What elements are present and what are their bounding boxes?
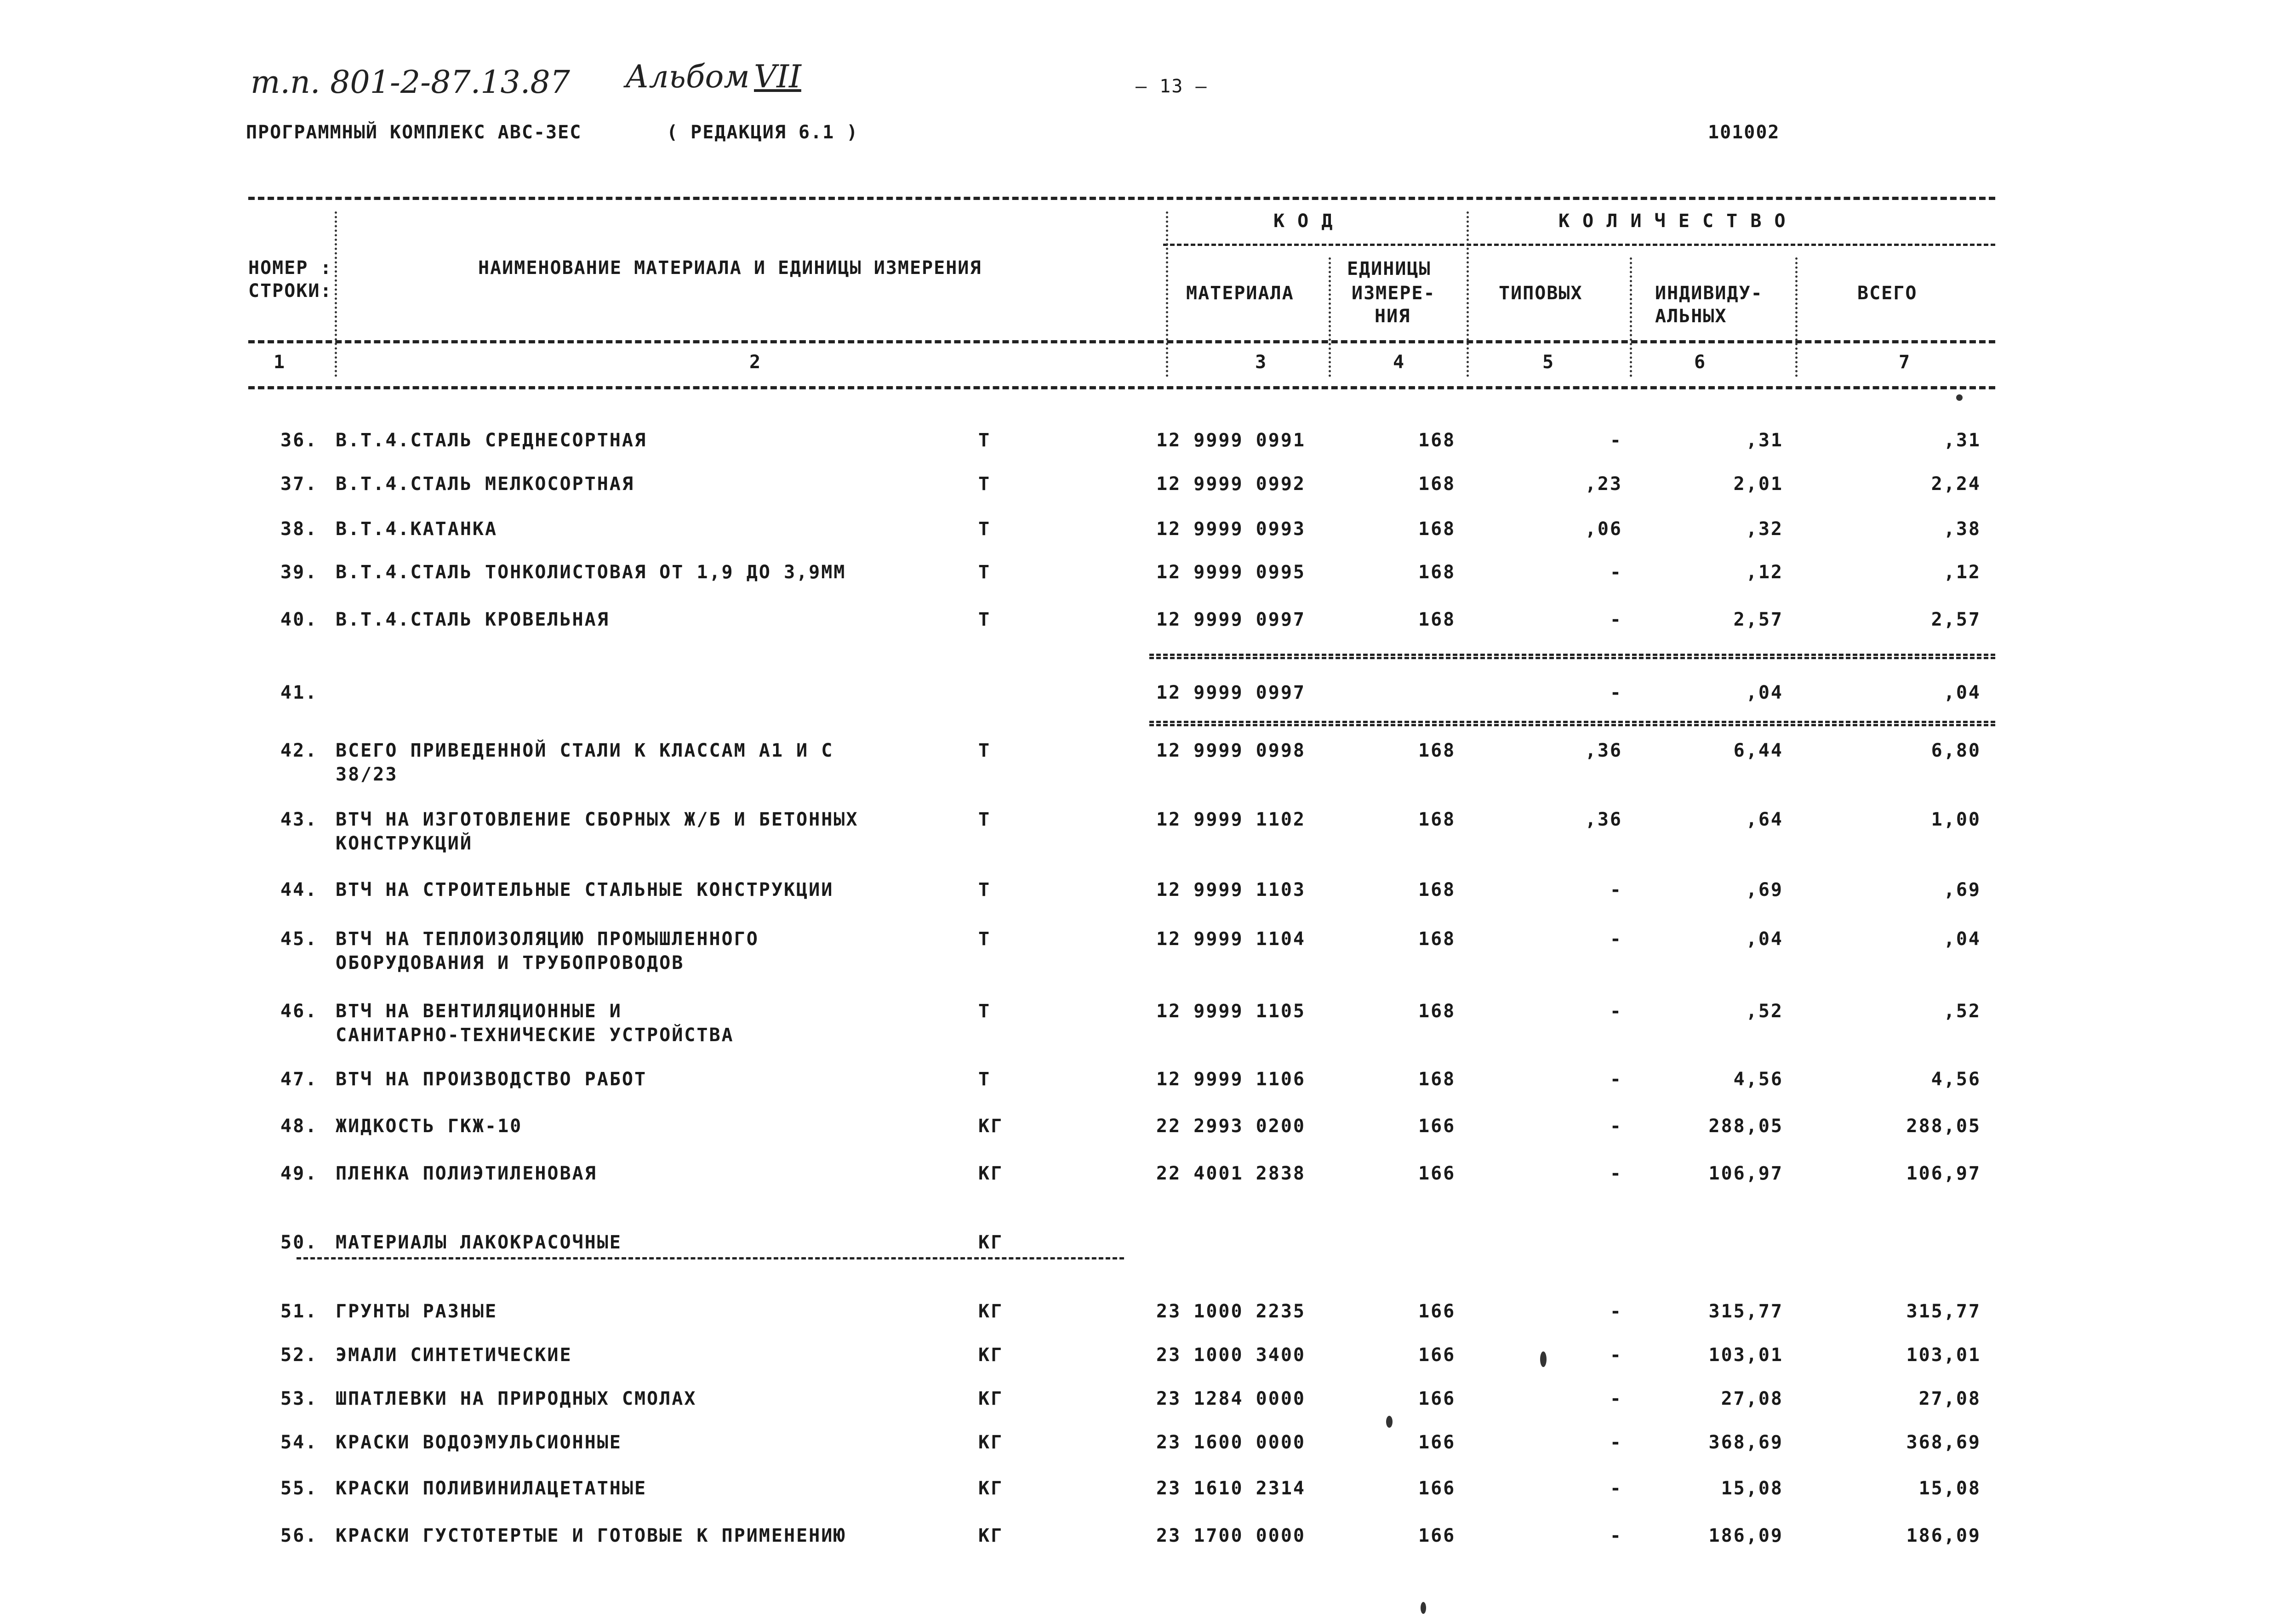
material-code: 12 9999 1105 xyxy=(1156,1001,1306,1022)
unit: Т xyxy=(978,473,991,495)
row-number: 53. xyxy=(280,1388,318,1409)
row-number: 54. xyxy=(280,1432,318,1453)
scan-speck xyxy=(1421,1602,1426,1614)
material-code: 22 4001 2838 xyxy=(1156,1163,1306,1184)
row-number: 46. xyxy=(280,1001,318,1022)
material-name: ВТЧ НА СТРОИТЕЛЬНЫЕ СТАЛЬНЫЕ КОНСТРУКЦИИ xyxy=(336,879,834,900)
individual-qty: ,31 xyxy=(1746,430,1783,451)
unit-code: 168 xyxy=(1418,740,1456,761)
header-material-code: МАТЕРИАЛА xyxy=(1186,283,1294,304)
total-qty: ,31 xyxy=(1943,430,1981,451)
unit-code: 168 xyxy=(1418,929,1456,950)
material-code: 12 9999 0995 xyxy=(1156,562,1306,583)
material-code: 23 1700 0000 xyxy=(1156,1525,1306,1546)
material-name: ВСЕГО ПРИВЕДЕННОЙ СТАЛИ К КЛАССАМ А1 И С xyxy=(336,740,834,761)
individual-qty: ,64 xyxy=(1746,809,1783,830)
row-number: 45. xyxy=(280,929,318,950)
header-mid-rule xyxy=(248,340,1995,343)
individual-qty: ,52 xyxy=(1746,1001,1783,1022)
row-number: 43. xyxy=(280,809,318,830)
material-name-cont: ОБОРУДОВАНИЯ И ТРУБОПРОВОДОВ xyxy=(336,952,685,974)
material-name: КРАСКИ ГУСТОТЕРТЫЕ И ГОТОВЫЕ К ПРИМЕНЕНИЮ xyxy=(336,1525,846,1546)
colnum-3: 3 xyxy=(1255,352,1267,373)
row-number: 56. xyxy=(280,1525,318,1546)
group-underline xyxy=(297,1257,1124,1259)
material-name: В.Т.4.СТАЛЬ ТОНКОЛИСТОВАЯ ОТ 1,9 ДО 3,9ММ xyxy=(336,562,846,583)
row-number: 48. xyxy=(280,1116,318,1137)
row-number: 41. xyxy=(280,682,318,703)
total-qty: 4,56 xyxy=(1931,1069,1981,1090)
typical-qty: - xyxy=(1610,609,1622,630)
material-code: 23 1610 2314 xyxy=(1156,1478,1306,1499)
total-qty: 15,08 xyxy=(1918,1478,1981,1499)
colnum-1: 1 xyxy=(274,352,286,373)
unit-code: 168 xyxy=(1418,430,1456,451)
individual-qty: 368,69 xyxy=(1708,1432,1783,1453)
material-code: 12 9999 1103 xyxy=(1156,879,1306,900)
total-qty: 27,08 xyxy=(1918,1388,1981,1409)
typical-qty: - xyxy=(1610,1001,1622,1022)
material-name: ВТЧ НА ИЗГОТОВЛЕНИЕ СБОРНЫХ Ж/Б И БЕТОННЫХ xyxy=(336,809,859,830)
header-group-rule xyxy=(1163,244,1995,246)
header-row-number-1: НОМЕР : xyxy=(248,257,332,279)
typical-qty: - xyxy=(1610,682,1622,703)
material-code: 12 9999 1104 xyxy=(1156,929,1306,950)
header-code-group: К О Д xyxy=(1273,211,1334,232)
individual-qty: ,04 xyxy=(1746,682,1783,703)
material-name: В.Т.4.КАТАНКА xyxy=(336,519,498,540)
unit: КГ xyxy=(978,1478,1004,1499)
material-name-cont: КОНСТРУКЦИЙ xyxy=(336,833,473,854)
total-qty: 1,00 xyxy=(1931,809,1981,830)
unit-code: 166 xyxy=(1418,1478,1456,1499)
row-number: 50. xyxy=(280,1232,318,1253)
material-code: 22 2993 0200 xyxy=(1156,1116,1306,1137)
unit-code: 166 xyxy=(1418,1301,1456,1322)
typical-qty: - xyxy=(1610,430,1622,451)
unit: Т xyxy=(978,430,991,451)
material-code: 23 1600 0000 xyxy=(1156,1432,1306,1453)
colnum-2: 2 xyxy=(749,352,762,373)
unit: КГ xyxy=(978,1232,1004,1253)
total-qty: ,04 xyxy=(1943,929,1981,950)
unit-code: 168 xyxy=(1418,809,1456,830)
row-number: 39. xyxy=(280,562,318,583)
total-qty: 186,09 xyxy=(1906,1525,1981,1546)
column-separator xyxy=(1166,211,1168,377)
material-code: 12 9999 0997 xyxy=(1156,609,1306,630)
row-number: 47. xyxy=(280,1069,318,1090)
material-name: ВТЧ НА ПРОИЗВОДСТВО РАБОТ xyxy=(336,1069,647,1090)
row-number: 51. xyxy=(280,1301,318,1322)
header-typical: ТИПОВЫХ xyxy=(1499,283,1583,304)
individual-qty: 103,01 xyxy=(1708,1345,1783,1366)
unit: КГ xyxy=(978,1116,1004,1137)
unit: Т xyxy=(978,1069,991,1090)
total-qty: ,69 xyxy=(1943,879,1981,900)
material-name: ВТЧ НА ВЕНТИЛЯЦИОННЫЕ И xyxy=(336,1001,622,1022)
colnum-4: 4 xyxy=(1393,352,1405,373)
individual-qty: 4,56 xyxy=(1733,1069,1783,1090)
unit: Т xyxy=(978,609,991,630)
unit-code: 166 xyxy=(1418,1525,1456,1546)
material-code: 12 9999 1106 xyxy=(1156,1069,1306,1090)
header-row-number-2: СТРОКИ: xyxy=(248,280,332,302)
typical-qty: - xyxy=(1610,1478,1622,1499)
unit-code: 166 xyxy=(1418,1116,1456,1137)
unit: Т xyxy=(978,929,991,950)
row-number: 40. xyxy=(280,609,318,630)
unit: Т xyxy=(978,809,991,830)
material-name-cont: САНИТАРНО-ТЕХНИЧЕСКИЕ УСТРОЙСТВА xyxy=(336,1025,734,1046)
material-name: В.Т.4.СТАЛЬ КРОВЕЛЬНАЯ xyxy=(336,609,610,630)
individual-qty: ,69 xyxy=(1746,879,1783,900)
typical-qty: - xyxy=(1610,1301,1622,1322)
typical-qty: - xyxy=(1610,562,1622,583)
material-code: 23 1000 2235 xyxy=(1156,1301,1306,1322)
unit-code: 168 xyxy=(1418,1001,1456,1022)
typical-qty: - xyxy=(1610,1116,1622,1137)
scan-speck xyxy=(1956,394,1963,401)
row-number: 36. xyxy=(280,430,318,451)
row-number: 42. xyxy=(280,740,318,761)
total-qty: 2,57 xyxy=(1931,609,1981,630)
unit-code: 168 xyxy=(1418,1069,1456,1090)
row-number: 52. xyxy=(280,1345,318,1366)
subtotal-rule-bottom xyxy=(1149,721,1995,726)
unit: Т xyxy=(978,740,991,761)
material-name: В.Т.4.СТАЛЬ МЕЛКОСОРТНАЯ xyxy=(336,473,634,495)
total-qty: 315,77 xyxy=(1906,1301,1981,1322)
typical-qty: - xyxy=(1610,1163,1622,1184)
material-name: ПЛЕНКА ПОЛИЭТИЛЕНОВАЯ xyxy=(336,1163,597,1184)
edition: ( РЕДАКЦИЯ 6.1 ) xyxy=(667,122,859,143)
unit-code: 168 xyxy=(1418,879,1456,900)
individual-qty: ,12 xyxy=(1746,562,1783,583)
material-name: ЖИДКОСТЬ ГКЖ-10 xyxy=(336,1116,523,1137)
colnum-7: 7 xyxy=(1899,352,1911,373)
row-number: 49. xyxy=(280,1163,318,1184)
typical-qty: ,36 xyxy=(1585,809,1622,830)
material-name: КРАСКИ ПОЛИВИНИЛАЦЕТАТНЫЕ xyxy=(336,1478,647,1499)
unit-code: 168 xyxy=(1418,473,1456,495)
material-name-cont: 38/23 xyxy=(336,764,398,785)
unit-code: 168 xyxy=(1418,562,1456,583)
unit: КГ xyxy=(978,1301,1004,1322)
individual-qty: 2,01 xyxy=(1733,473,1783,495)
material-name: ГРУНТЫ РАЗНЫЕ xyxy=(336,1301,498,1322)
unit: КГ xyxy=(978,1163,1004,1184)
colnum-6: 6 xyxy=(1694,352,1707,373)
typical-qty: - xyxy=(1610,1388,1622,1409)
typical-qty: - xyxy=(1610,1345,1622,1366)
row-number: 55. xyxy=(280,1478,318,1499)
total-qty: 368,69 xyxy=(1906,1432,1981,1453)
typical-qty: - xyxy=(1610,1069,1622,1090)
total-qty: ,52 xyxy=(1943,1001,1981,1022)
material-code: 12 9999 0991 xyxy=(1156,430,1306,451)
typical-qty: ,06 xyxy=(1585,519,1622,540)
header-bottom-rule xyxy=(248,386,1995,389)
material-code: 12 9999 0993 xyxy=(1156,519,1306,540)
typical-qty: - xyxy=(1610,1432,1622,1453)
material-name: КРАСКИ ВОДОЭМУЛЬСИОННЫЕ xyxy=(336,1432,622,1453)
individual-qty: 288,05 xyxy=(1708,1116,1783,1137)
material-name: ЭМАЛИ СИНТЕТИЧЕСКИЕ xyxy=(336,1345,572,1366)
individual-qty: ,32 xyxy=(1746,519,1783,540)
doc-reference: т.п. 801-2-87.13.87 xyxy=(251,64,570,101)
row-number: 38. xyxy=(280,519,318,540)
individual-qty: 186,09 xyxy=(1708,1525,1783,1546)
total-qty: 288,05 xyxy=(1906,1116,1981,1137)
material-code: 12 9999 1102 xyxy=(1156,809,1306,830)
header-unit-2: ИЗМЕРЕ- xyxy=(1352,283,1436,304)
header-total: ВСЕГО xyxy=(1857,283,1918,304)
album-label: Альбом xyxy=(625,59,750,95)
material-code: 23 1284 0000 xyxy=(1156,1388,1306,1409)
typical-qty: ,23 xyxy=(1585,473,1622,495)
program-name: ПРОГРАММНЫЙ КОМПЛЕКС АВС-ЗЕС xyxy=(246,122,582,143)
total-qty: 6,80 xyxy=(1931,740,1981,761)
column-separator xyxy=(1795,257,1798,377)
total-qty: ,38 xyxy=(1943,519,1981,540)
individual-qty: 27,08 xyxy=(1721,1388,1783,1409)
header-unit-1: ЕДИНИЦЫ xyxy=(1347,258,1431,279)
unit-code: 168 xyxy=(1418,519,1456,540)
column-separator xyxy=(1329,257,1331,377)
page-number: — 13 — xyxy=(1136,76,1208,97)
material-code: 12 9999 0997 xyxy=(1156,682,1306,703)
subtotal-rule-top xyxy=(1149,654,1995,659)
typical-qty: - xyxy=(1610,929,1622,950)
typical-qty: ,36 xyxy=(1585,740,1622,761)
individual-qty: 15,08 xyxy=(1721,1478,1783,1499)
column-separator xyxy=(335,211,337,377)
total-qty: 106,97 xyxy=(1906,1163,1981,1184)
unit: КГ xyxy=(978,1345,1004,1366)
unit-code: 166 xyxy=(1418,1432,1456,1453)
header-material-name: НАИМЕНОВАНИЕ МАТЕРИАЛА И ЕДИНИЦЫ ИЗМЕРЕНИЯ xyxy=(478,257,982,279)
unit: КГ xyxy=(978,1432,1004,1453)
doc-code: 101002 xyxy=(1708,122,1780,143)
scan-speck xyxy=(1540,1351,1547,1367)
individual-qty: 315,77 xyxy=(1708,1301,1783,1322)
individual-qty: 106,97 xyxy=(1708,1163,1783,1184)
individual-qty: ,04 xyxy=(1746,929,1783,950)
header-qty-group: К О Л И Ч Е С Т В О xyxy=(1558,211,1787,232)
album-number: VII xyxy=(754,59,801,95)
unit: Т xyxy=(978,562,991,583)
total-qty: 103,01 xyxy=(1906,1345,1981,1366)
total-qty: ,12 xyxy=(1943,562,1981,583)
row-number: 44. xyxy=(280,879,318,900)
unit: КГ xyxy=(978,1388,1004,1409)
material-code: 23 1000 3400 xyxy=(1156,1345,1306,1366)
row-number: 37. xyxy=(280,473,318,495)
material-code: 12 9999 0998 xyxy=(1156,740,1306,761)
total-qty: 2,24 xyxy=(1931,473,1981,495)
colnum-5: 5 xyxy=(1542,352,1555,373)
unit-code: 166 xyxy=(1418,1163,1456,1184)
typical-qty: - xyxy=(1610,1525,1622,1546)
material-name: В.Т.4.СТАЛЬ СРЕДНЕСОРТНАЯ xyxy=(336,430,647,451)
unit: Т xyxy=(978,1001,991,1022)
scan-speck xyxy=(1386,1416,1393,1428)
column-separator xyxy=(1467,211,1469,377)
material-name: МАТЕРИАЛЫ ЛАКОКРАСОЧНЫЕ xyxy=(336,1232,622,1253)
header-individual-1: ИНДИВИДУ- xyxy=(1655,283,1763,304)
header-unit-3: НИЯ xyxy=(1375,306,1411,327)
material-code: 12 9999 0992 xyxy=(1156,473,1306,495)
unit-code: 168 xyxy=(1418,609,1456,630)
individual-qty: 6,44 xyxy=(1733,740,1783,761)
column-separator xyxy=(1630,257,1632,377)
table-top-rule xyxy=(248,197,1995,200)
unit: Т xyxy=(978,519,991,540)
unit-code: 166 xyxy=(1418,1345,1456,1366)
typical-qty: - xyxy=(1610,879,1622,900)
unit-code: 166 xyxy=(1418,1388,1456,1409)
unit: КГ xyxy=(978,1525,1004,1546)
unit: Т xyxy=(978,879,991,900)
material-name: ВТЧ НА ТЕПЛОИЗОЛЯЦИЮ ПРОМЫШЛЕННОГО xyxy=(336,929,759,950)
header-individual-2: АЛЬНЫХ xyxy=(1655,306,1727,327)
material-name: ШПАТЛЕВКИ НА ПРИРОДНЫХ СМОЛАХ xyxy=(336,1388,697,1409)
total-qty: ,04 xyxy=(1943,682,1981,703)
individual-qty: 2,57 xyxy=(1733,609,1783,630)
